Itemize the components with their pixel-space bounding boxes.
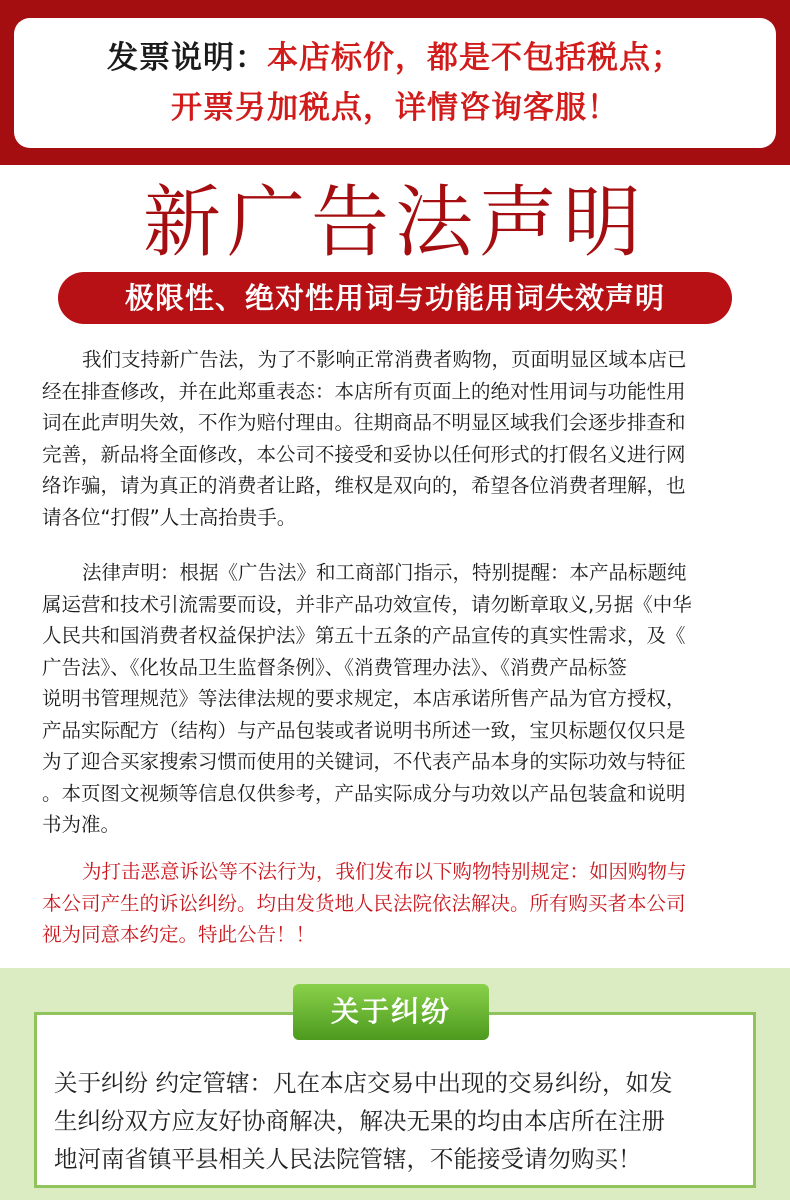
declaration-paragraph (42, 344, 750, 533)
paragraph-line: 。本页图文视频等信息仅供参考，产品实际成分与功效以产品包装盒和说明 (42, 781, 686, 805)
paragraph-line: 说明书管理规范》等法律法规的要求规定，本店承诺所售产品为官方授权， (42, 687, 686, 710)
paragraph-line: 词在此声明失效，不作为赔付理由。往期商品不明显区域我们会逐步排查和 (42, 411, 686, 434)
paragraph-line: 为了迎合买家搜索习惯而使用的关键词，不代表产品本身的实际功效与特征 (42, 750, 686, 773)
subtitle-banner (58, 272, 732, 324)
paragraph-line: 法律声明：根据《广告法》和工商部门指示，特别提醒：本产品标题纯 (82, 561, 687, 584)
paragraph-line: 完善，新品将全面修改，本公司不接受和妥协以任何形式的打假名义进行网 (42, 442, 686, 466)
paragraph-line: 产品实际配方（结构）与产品包装或者说明书所述一致，宝贝标题仅仅只是 (42, 718, 686, 742)
invoice-banner (0, 0, 790, 165)
legal-paragraph (42, 557, 750, 841)
dispute-line: 地河南省镇平县相关人民法院管辖，不能接受请勿购买！ (54, 1145, 642, 1173)
paragraph-line: 本公司产生的诉讼纠纷。均由发货地人民法院依法解决。所有购买者本公司 (42, 891, 686, 915)
invoice-line-2: 开票另加税点，详情咨询客服！ (171, 90, 619, 126)
dispute-tab-label: 关于纠纷 (330, 995, 451, 1028)
paragraph-line: 广告法》、《化妆品卫生监督条例》、《消费管理办法》、《消费产品标签 (42, 655, 628, 679)
lawsuit-notice-paragraph (42, 856, 750, 951)
page-title: 新广告法声明 (142, 178, 647, 268)
invoice-card (14, 18, 776, 148)
paragraph-line: 经在排查修改，并在此郑重表态：本店所有页面上的绝对性用词与功能性用 (42, 379, 686, 403)
paragraph-line: 视为同意本约定。特此公告！！ (42, 923, 316, 946)
dispute-line: 生纠纷双方应友好协商解决，解决无果的均由本店所在注册 (54, 1107, 665, 1135)
dispute-line: 关于纠纷 约定管辖：凡在本店交易中出现的交易纠纷，如发 (54, 1069, 673, 1097)
paragraph-line: 请各位“打假”人士高抬贵手。 (42, 505, 297, 529)
paragraph-line: 书为准。 (42, 813, 121, 836)
dispute-text (54, 1064, 744, 1178)
invoice-label: 发票说明： (107, 40, 267, 76)
invoice-price-note: 本店标价，都是不包括税点； (267, 40, 683, 76)
dispute-tab (293, 984, 489, 1040)
paragraph-line: 络诈骗，请为真正的消费者让路，维权是双向的，希望各位消费者理解，也 (42, 474, 686, 497)
invoice-line-1 (14, 38, 776, 78)
paragraph-line: 我们支持新广告法，为了不影响正常消费者购物，页面明显区域本店已 (82, 348, 687, 371)
paragraph-line: 人民共和国消费者权益保护法》第五十五条的产品宣传的真实性需求，及《 (42, 624, 686, 647)
paragraph-line: 属运营和技术引流需要而设，并非产品功效宣传，请勿断章取义,另据《中华 (42, 592, 692, 616)
subtitle-text: 极限性、绝对性用词与功能用词失效声明 (124, 281, 665, 315)
paragraph-line: 为打击恶意诉讼等不法行为，我们发布以下购物特别规定：如因购物与 (82, 860, 687, 883)
